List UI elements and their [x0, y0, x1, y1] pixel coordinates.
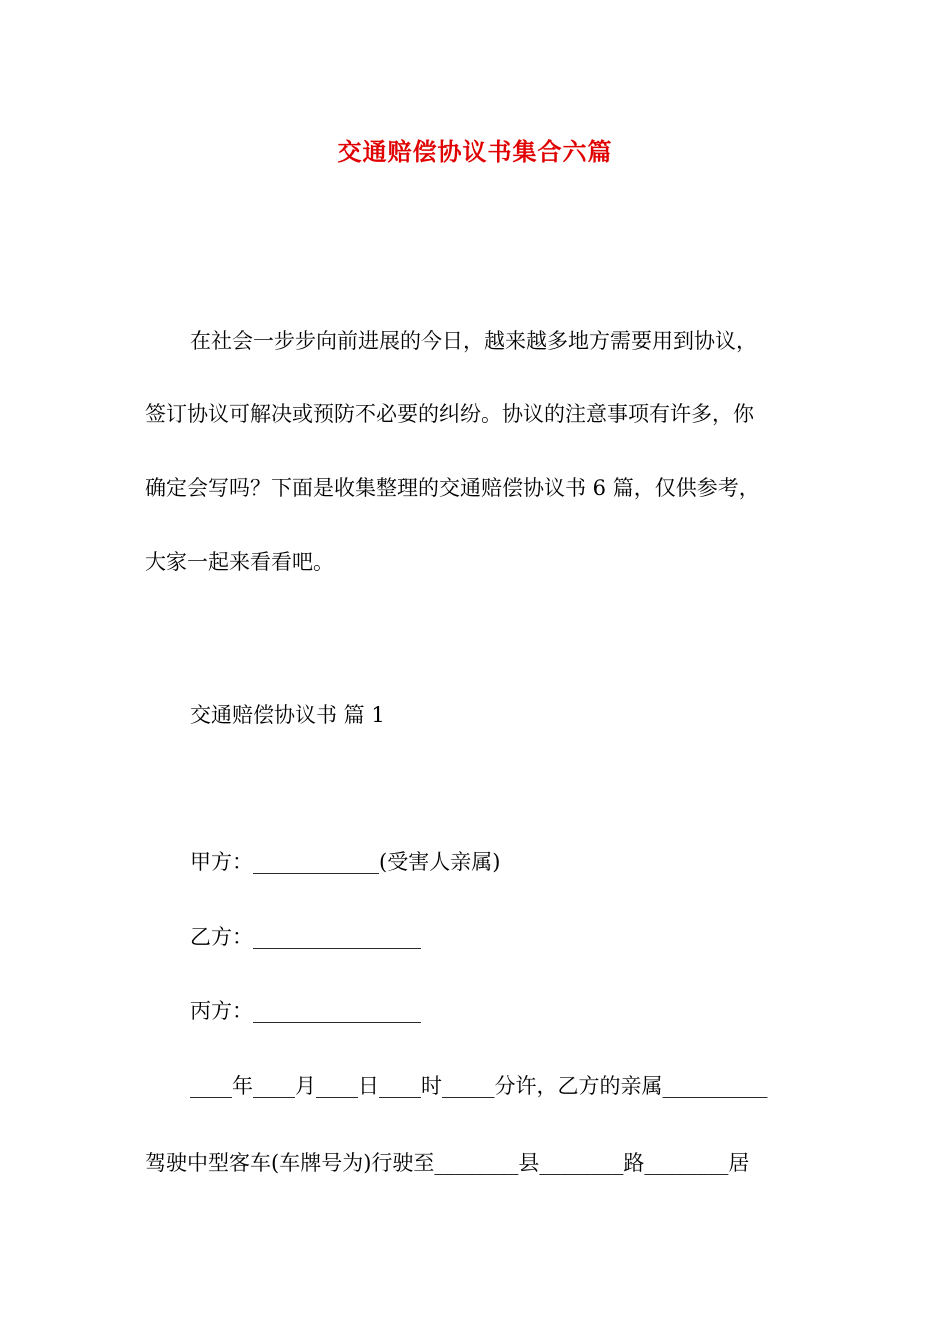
- body-line-1: ____年____月____日____时_____分许，乙方的亲属__________: [190, 1074, 768, 1098]
- party-a-line: 甲方：____________(受害人亲属): [190, 850, 501, 874]
- party-c-line: 丙方：________________: [190, 999, 421, 1023]
- document-title: 交通赔偿协议书集合六篇: [337, 137, 613, 166]
- party-b-line: 乙方：________________: [190, 925, 421, 949]
- body-line-2: 驾驶中型客车(车牌号为)行驶至________县________路________居: [145, 1151, 750, 1175]
- intro-line-2: 签订协议可解决或预防不必要的纠纷。协议的注意事项有许多，你: [145, 402, 754, 426]
- intro-line-3: 确定会写吗？下面是收集整理的交通赔偿协议书 6 篇，仅供参考，: [145, 476, 760, 500]
- intro-line-1: 在社会一步步向前进展的今日，越来越多地方需要用到协议，: [190, 329, 757, 353]
- intro-line-4: 大家一起来看看吧。: [145, 550, 334, 574]
- section-heading: 交通赔偿协议书 篇 1: [190, 703, 385, 727]
